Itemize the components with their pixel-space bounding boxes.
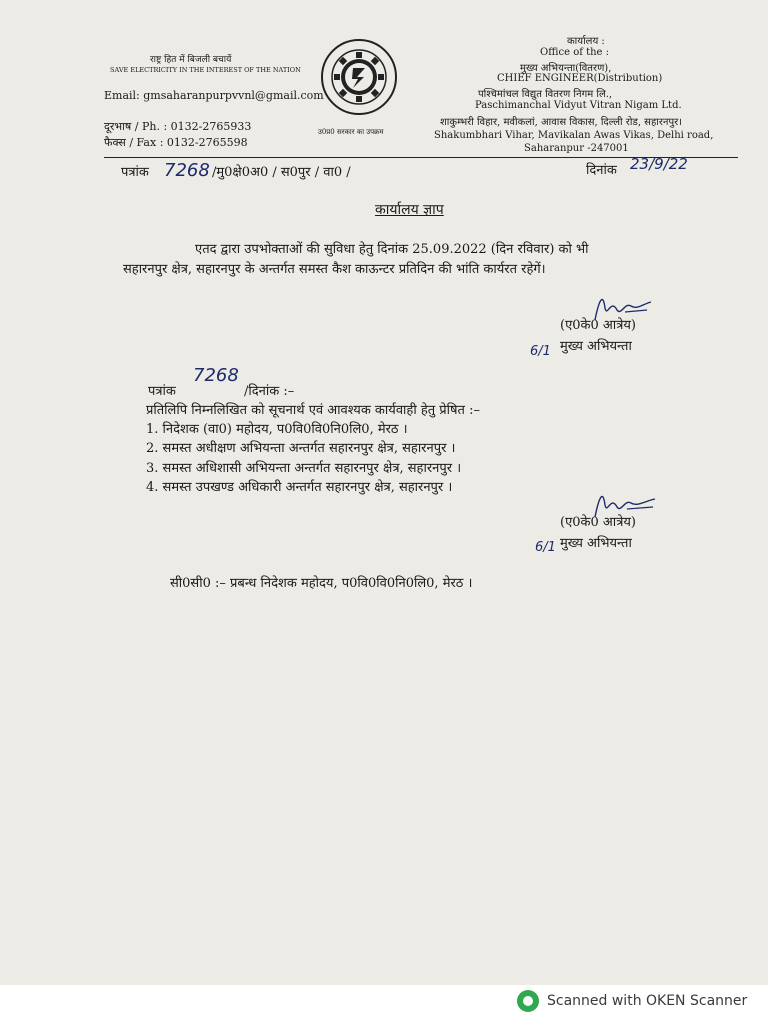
logo-caption: उ0प्र0 सरकार का उपक्रम — [318, 128, 384, 136]
body-paragraph-line1: एतद द्वारा उपभोक्ताओं की सुविधा हेतु दिनांक 25.09.2022 (दिन रविवार) को भी — [195, 242, 589, 257]
phone-line: दूरभाष / Ph. : 0132-2765933 — [104, 120, 252, 133]
ref-label: पत्रांक — [121, 165, 149, 180]
signature-initials-2: 6/1 — [535, 540, 556, 555]
ref-number-handwritten: 7268 — [164, 160, 210, 181]
slogan-hindi: राष्ट्र हित में बिजली बचायें — [150, 55, 232, 65]
address-hindi: शाकुम्भरी विहार, मवीकलां, आवास विकास, दिल्ली रोड, सहारनपुर। — [440, 117, 683, 128]
copy-ref-suffix: /दिनांक :– — [244, 384, 295, 399]
fax-line: फैक्स / Fax : 0132-2765598 — [104, 136, 248, 149]
office-hindi: कार्यालय : — [567, 36, 605, 47]
oken-scanner-icon — [517, 990, 539, 1012]
copy-ref-number-handwritten: 7268 — [193, 365, 239, 386]
copy-ref-label: पत्रांक — [148, 384, 176, 399]
copy-item-2: 2. समस्त अधीक्षण अभियन्ता अन्तर्गत सहारनपुर क्षेत्र, सहारनपुर । — [146, 441, 456, 456]
signatory-name-2: (ए0के0 आत्रेय) — [560, 515, 636, 530]
page-title: कार्यालय ज्ञाप — [375, 202, 444, 218]
copy-item-1: 1. निदेशक (वा0) महोदय, प0वि0वि0नि0लि0, मेरठ । — [146, 422, 408, 437]
cc-line: सी0सी0 :– प्रबन्ध निदेशक महोदय, प0वि0वि0नि0लि0, मेरठ । — [170, 576, 473, 591]
signatory-designation-1: मुख्य अभियन्ता — [560, 339, 632, 354]
copy-item-3: 3. समस्त अधिशासी अभियन्ता अन्तर्गत सहारनपुर क्षेत्र, सहारनपुर । — [146, 461, 462, 476]
ref-suffix: /मु0क्षे0अ0 / स0पुर / वा0 / — [212, 165, 351, 180]
address-english-line1: Shakumbhari Vihar, Mavikalan Awas Vikas, Delhi road, — [434, 130, 714, 141]
company-english: Paschimanchal Vidyut Vitran Nigam Ltd. — [475, 100, 682, 111]
slogan-english: SAVE ELECTRICITY IN THE INTEREST OF THE NATION — [110, 66, 301, 74]
scanner-footer — [517, 990, 747, 1012]
date-handwritten: 23/9/22 — [630, 155, 688, 173]
designation-hindi: मुख्य अभियन्ता(वितरण), — [520, 63, 612, 74]
office-english: Office of the : — [540, 47, 610, 58]
copy-item-4: 4. समस्त उपखण्ड अधिकारी अन्तर्गत सहारनपुर क्षेत्र, सहारनपुर । — [146, 480, 453, 495]
signature-initials-1: 6/1 — [530, 344, 551, 359]
address-english-line2: Saharanpur -247001 — [524, 143, 629, 154]
signatory-name-1: (ए0के0 आत्रेय) — [560, 318, 636, 333]
scanner-label: Scanned with OKEN Scanner — [547, 993, 748, 1009]
company-hindi: पश्चिमांचल विद्युत वितरण निगम लि., — [478, 89, 613, 100]
email-line: Email: gmsaharanpurpvvnl@gmail.com — [104, 89, 324, 102]
date-label: दिनांक — [586, 163, 617, 178]
signatory-designation-2: मुख्य अभियन्ता — [560, 536, 632, 551]
copy-intro: प्रतिलिपि निम्नलिखित को सूचनार्थ एवं आवश्यक कार्यवाही हेतु प्रेषित :– — [146, 403, 480, 418]
company-logo-emblem — [320, 38, 398, 116]
body-paragraph-line2: सहारनपुर क्षेत्र, सहारनपुर के अन्तर्गत समस्त कैश काऊन्टर प्रतिदिन की भांति कार्यरत रहेगें। — [123, 262, 546, 277]
designation-english: CHIEF ENGINEER(Distribution) — [497, 73, 663, 84]
